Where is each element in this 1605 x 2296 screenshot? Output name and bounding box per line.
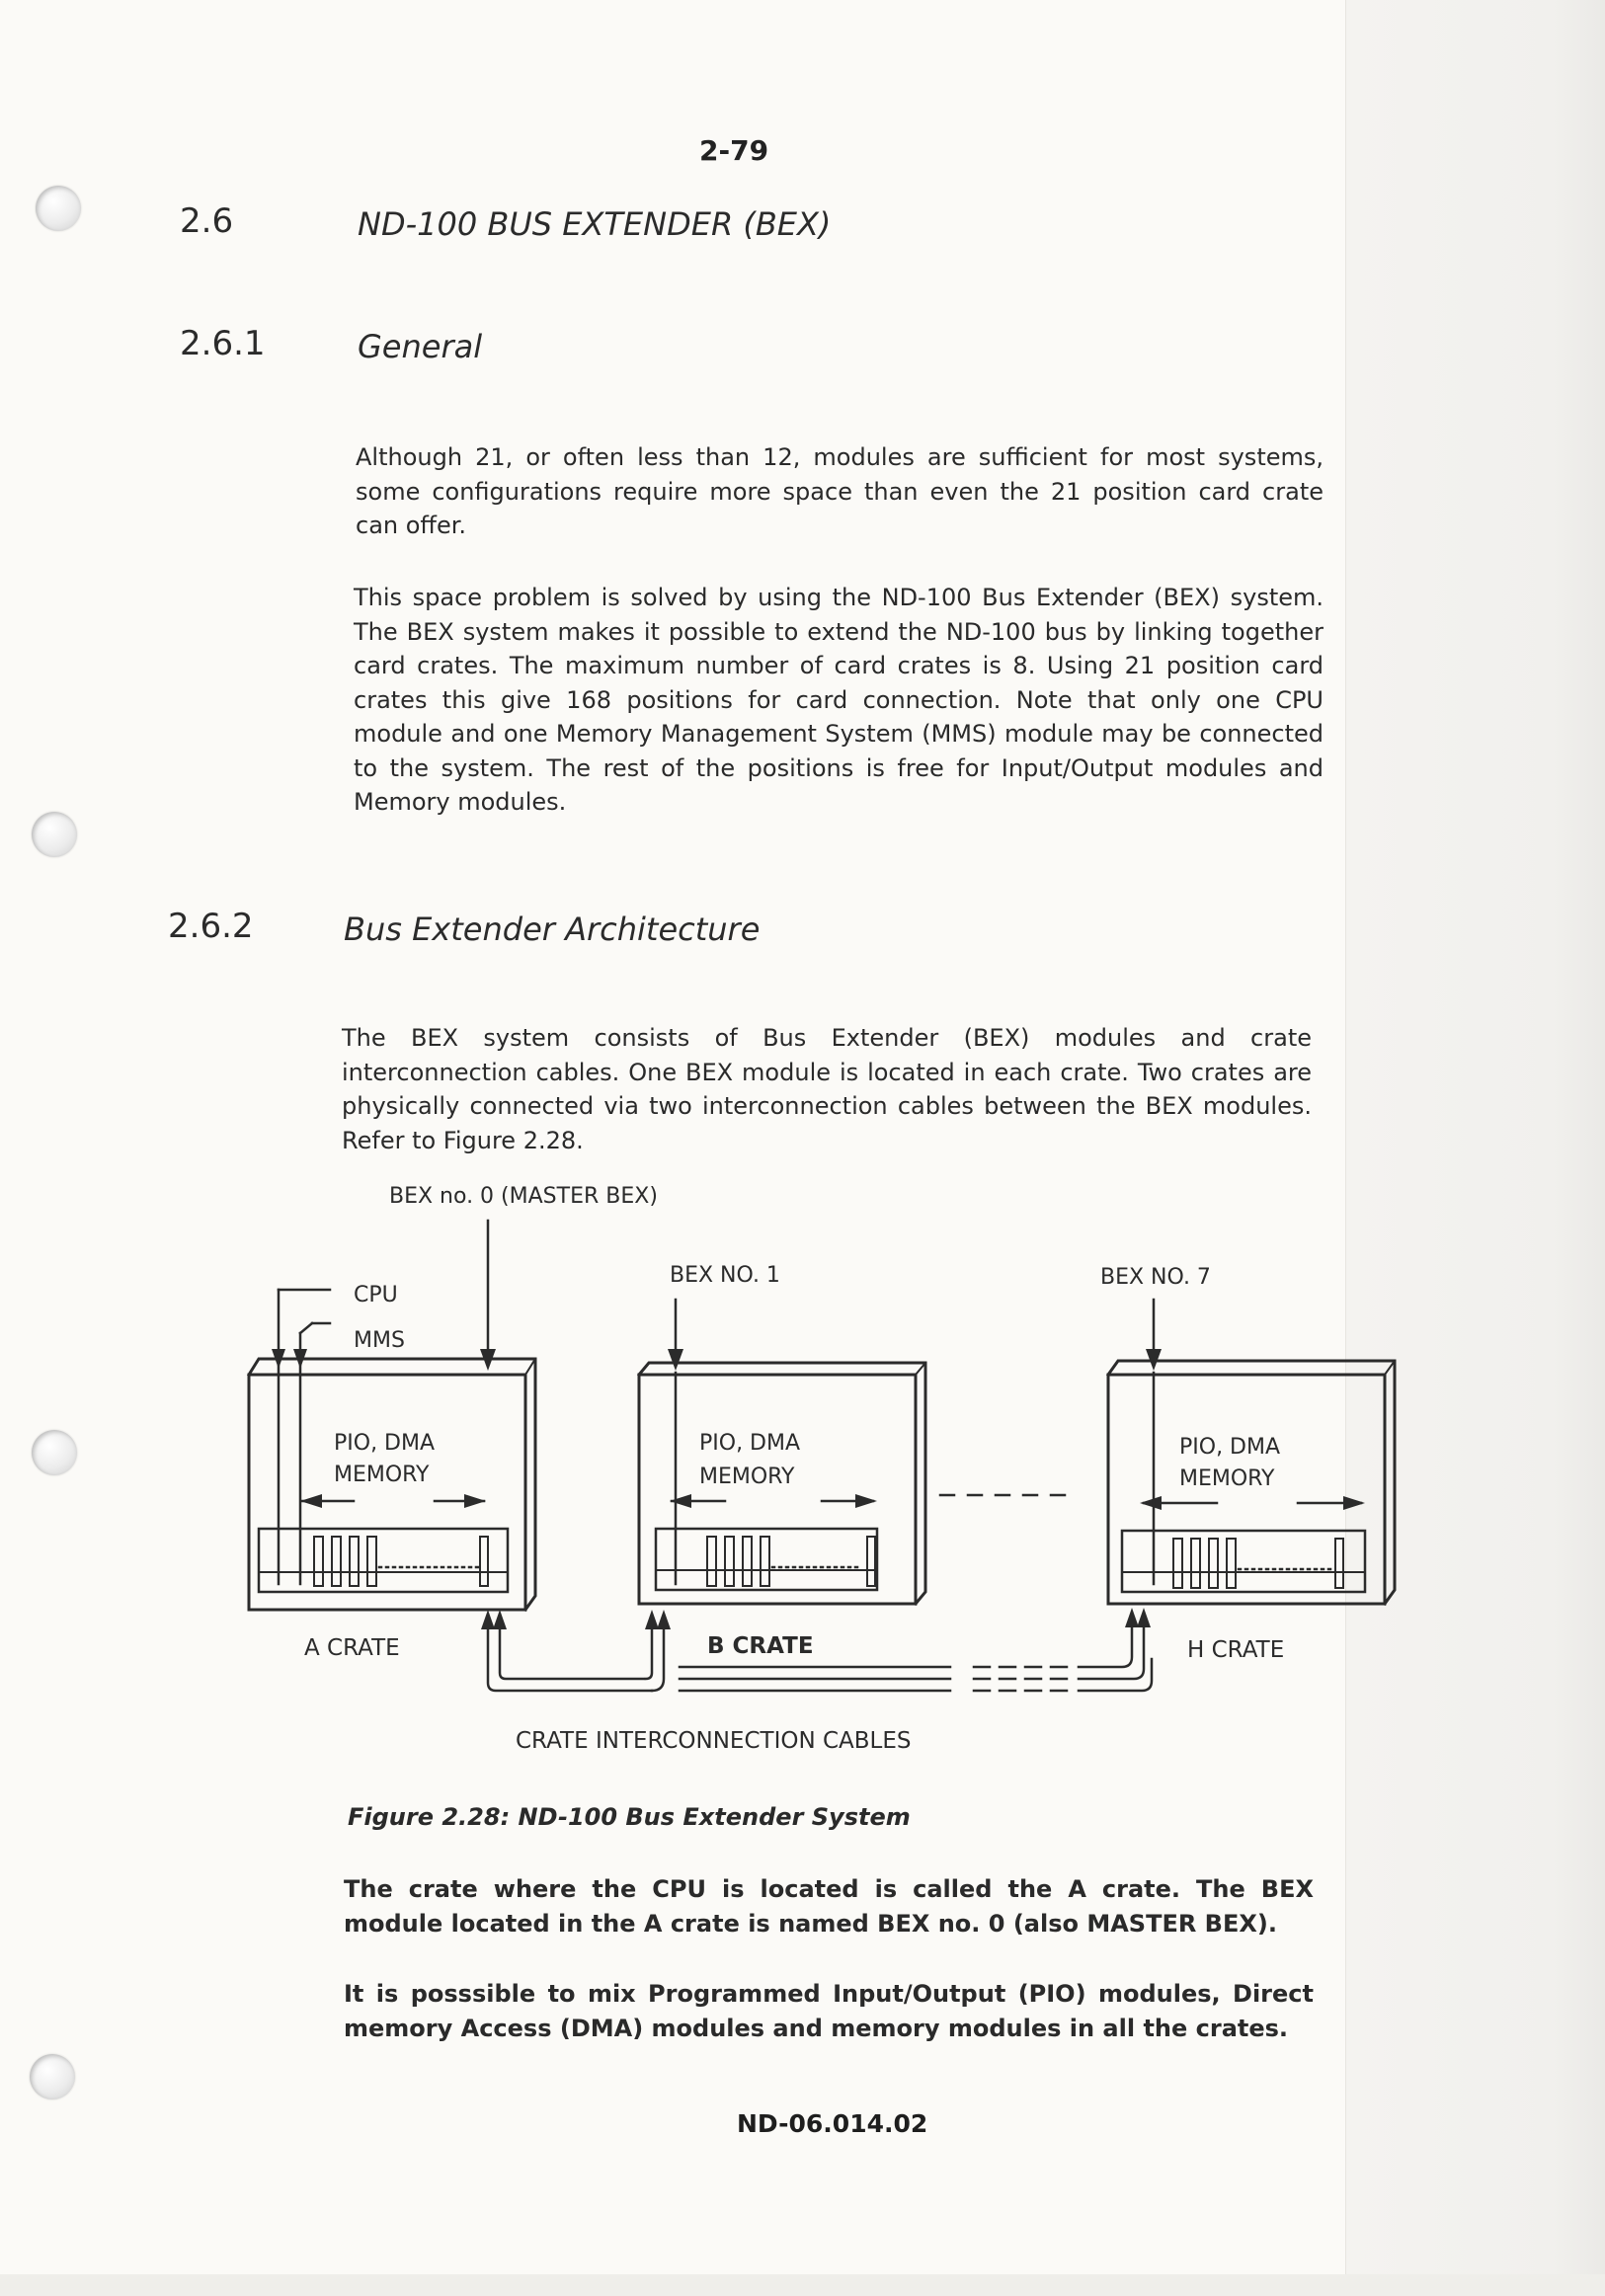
page-number: 2-79 [699,134,769,167]
crate-b-label: B CRATE [707,1633,814,1659]
master-bex-label: BEX no. 0 (MASTER BEX) [389,1184,658,1209]
pio-dma-label: PIO, DMA [1179,1435,1281,1460]
subsection-number: 2.6.1 [180,324,266,363]
page-edge-shadow [1345,0,1605,2296]
memory-label: MEMORY [699,1465,795,1489]
paragraph: Although 21, or often less than 12, modules are sufficient for most systems, some configurations require more space than even the 21 position card crate can offer. [356,443,1324,539]
pio-dma-label: PIO, DMA [699,1431,801,1456]
binder-hole [30,2054,75,2099]
memory-label: MEMORY [1179,1466,1275,1491]
crate-a [249,1221,535,1610]
binder-hole [32,812,77,857]
interconnection-cables [481,1608,1152,1691]
bex-system-diagram [0,1165,1605,1797]
crate-h-label: H CRATE [1187,1637,1285,1663]
figure-caption: Figure 2.28: ND-100 Bus Extender System [348,1803,911,1831]
page-bottom-edge [0,2274,1605,2296]
paragraph: It is posssible to mix Programmed Input/Output (PIO) modules, Direct memory Access (DMA) modules and memory modules in all the crates. [344,1980,1314,2042]
bex-7-label: BEX NO. 7 [1100,1265,1211,1290]
paragraph: This space problem is solved by using the ND-100 Bus Extender (BEX) system. The BEX system makes it possible to extend the ND-100 bus by linking together card crates. The maximum number of card crates is 8. Using 21 position card crates this give 168 positions for card connection. Note that only one CPU module and one Memory Management System (MMS) module may be connected to the system. The rest of the positions is free for Input/Output modules and Memory modules. [354,584,1324,816]
cpu-label: CPU [354,1283,398,1307]
section-number: 2.6 [180,201,234,241]
subsection-title: General [358,328,483,365]
document-id: ND-06.014.02 [737,2109,928,2138]
subsection-title: Bus Extender Architecture [344,910,761,948]
paragraph: The crate where the CPU is located is called the A crate. The BEX module located in the A crate is named BEX no. 0 (also MASTER BEX). [344,1875,1314,1938]
bex-1-label: BEX NO. 1 [670,1263,780,1288]
binder-hole [36,186,81,231]
crate-a-label: A CRATE [304,1635,400,1661]
paragraph: The BEX system consists of Bus Extender (BEX) modules and crate interconnection cables. One BEX module is located in each crate. Two crates are physically connected via two interconnection cables between the BEX modules. Refer to Figure 2.28. [342,1024,1312,1154]
section-title: ND-100 BUS EXTENDER (BEX) [358,205,832,243]
cables-label: CRATE INTERCONNECTION CABLES [516,1728,912,1754]
mms-label: MMS [354,1328,405,1353]
memory-label: MEMORY [334,1463,430,1487]
pio-dma-label: PIO, DMA [334,1431,436,1456]
subsection-number: 2.6.2 [168,907,254,946]
